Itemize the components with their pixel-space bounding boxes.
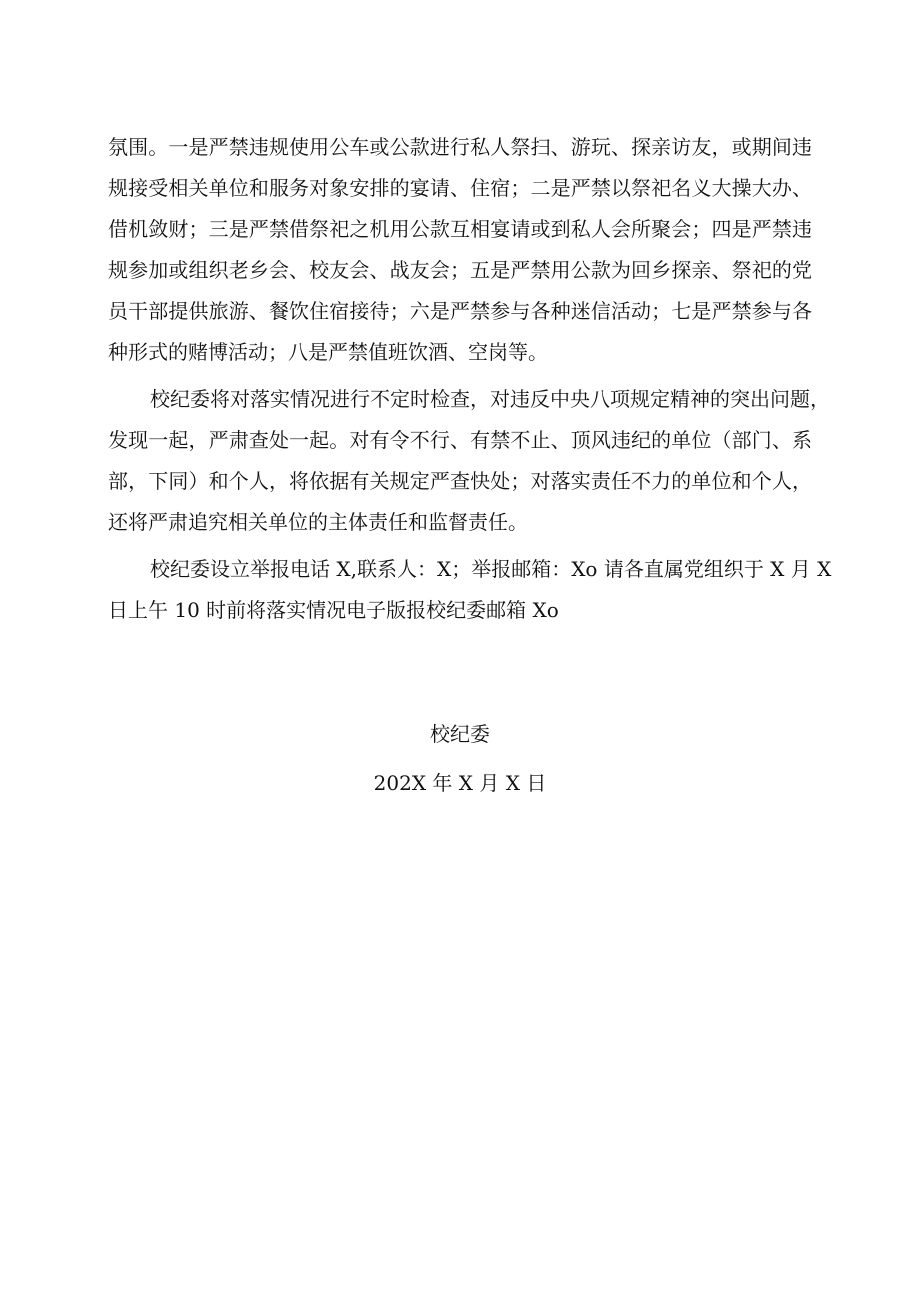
paragraph-inspection	[108, 387, 830, 534]
paragraph-line: 校纪委设立举报电话 X,联系人：X；举报邮箱：Xo 请各直属党组织于 X 月 X	[150, 557, 832, 581]
paragraph-line: 种形式的赌博活动；八是严禁值班饮酒、空岗等。	[108, 340, 548, 364]
paragraph-line: 规参加或组织老乡会、校友会、战友会；五是严禁用公款为回乡探亲、祭祀的党	[108, 258, 812, 282]
paragraph-report-contact	[108, 557, 832, 622]
paragraph-line: 氛围。一是严禁违规使用公车或公款进行私人祭扫、游玩、探亲访友，或期间违	[108, 135, 812, 159]
paragraph-line: 员干部提供旅游、餐饮住宿接待；六是严禁参与各种迷信活动；七是严禁参与各	[108, 299, 812, 323]
signature-date: 202X 年 X 月 X 日	[373, 771, 547, 795]
paragraph-line: 借机敛财；三是严禁借祭祀之机用公款互相宴请或到私人会所聚会；四是严禁违	[108, 217, 812, 241]
paragraph-line: 日上午 10 时前将落实情况电子版报校纪委邮箱 Xo	[108, 598, 559, 622]
signature-organization: 校纪委	[430, 722, 490, 746]
document-body	[108, 135, 832, 639]
paragraph-line: 还将严肃追究相关单位的主体责任和监督责任。	[108, 510, 528, 534]
paragraph-line: 发现一起，严肃查处一起。对有令不行、有禁不止、顶风违纪的单位（部门、系	[108, 428, 812, 452]
paragraph-line: 规接受相关单位和服务对象安排的宴请、住宿；二是严禁以祭祀名义大操大办、	[108, 176, 812, 200]
paragraph-prohibitions	[108, 135, 812, 364]
paragraph-line: 部，下同）和个人，将依据有关规定严查快处；对落实责任不力的单位和个人，	[108, 469, 812, 493]
paragraph-line: 校纪委将对落实情况进行不定时检查，对违反中央八项规定精神的突出问题，	[150, 387, 830, 411]
